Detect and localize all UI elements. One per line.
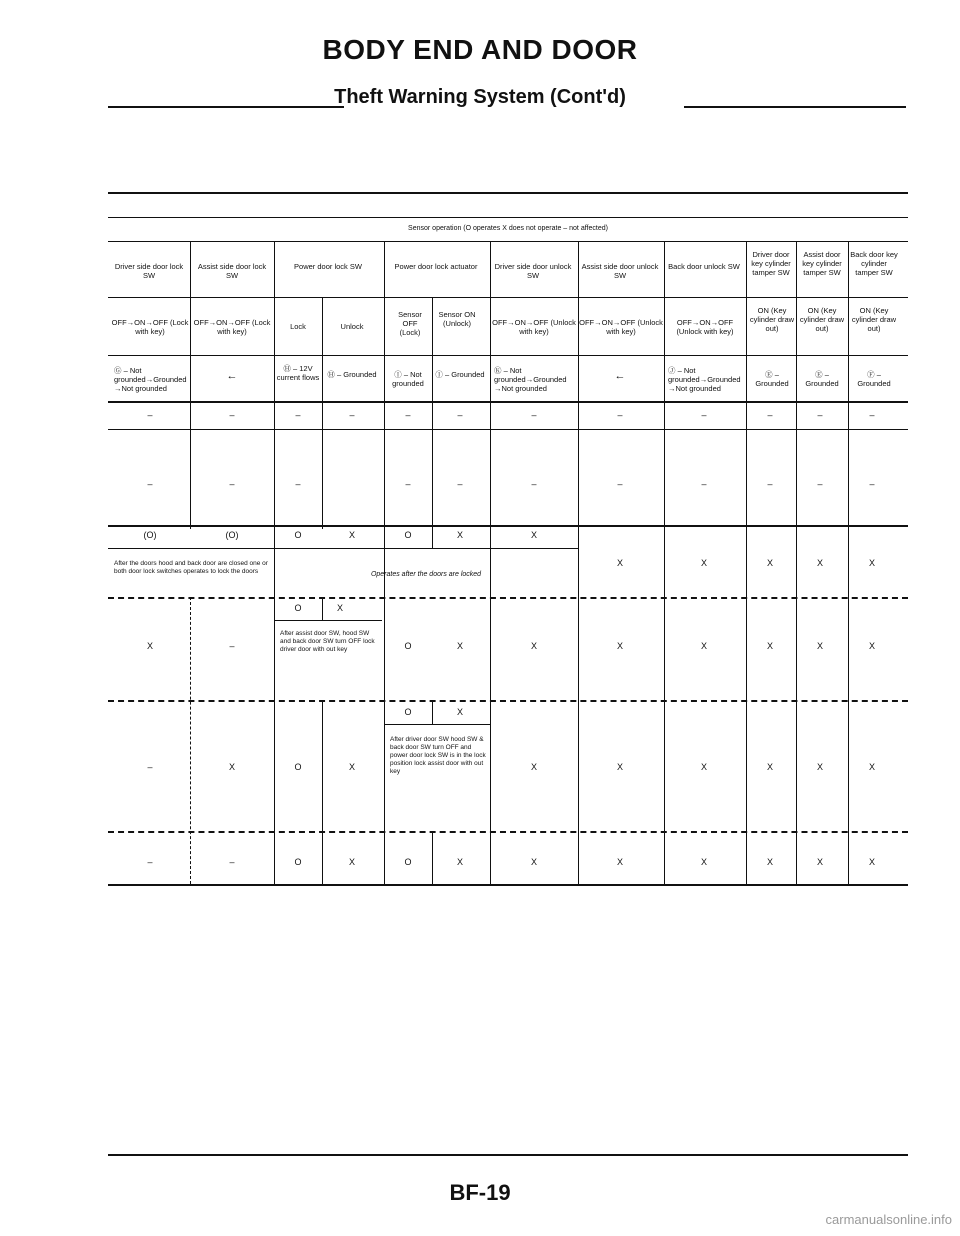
- table-cell: X: [146, 641, 153, 651]
- table-cell: (O): [143, 530, 157, 540]
- signal-cell: Ⓚ – Not grounded→Grounded →Not grounded: [494, 366, 567, 393]
- table-cell: X: [868, 762, 875, 772]
- header-cell: Back door unlock SW: [668, 262, 740, 271]
- table-cell: X: [766, 641, 773, 651]
- table-cell: –: [701, 479, 707, 489]
- table-cell: –: [349, 410, 355, 420]
- header-cell: Driver side door lock SW: [114, 262, 184, 280]
- column-divider: [432, 297, 433, 548]
- table-cell: –: [405, 410, 411, 420]
- column-divider: [746, 241, 747, 884]
- sensor-cell: OFF→ON→OFF (Unlock with key): [579, 318, 663, 336]
- table-cell: X: [868, 641, 875, 651]
- table-cell: X: [816, 857, 823, 867]
- table-cell: X: [766, 558, 773, 568]
- header-cell: Assist side door lock SW: [197, 262, 267, 280]
- header-cell: Power door lock actuator: [394, 262, 478, 271]
- table-cell: O: [294, 857, 302, 867]
- column-divider: [322, 297, 323, 529]
- column-divider: [664, 241, 665, 884]
- table-cell: X: [336, 603, 343, 613]
- table-rule: [108, 297, 908, 298]
- column-divider: [432, 831, 433, 884]
- row-note: After assist door SW, hood SW and back door SW turn OFF lock driver door with out key: [280, 630, 375, 653]
- table-cell: –: [531, 479, 537, 489]
- table-cell: O: [404, 707, 412, 717]
- table-cell: X: [456, 641, 463, 651]
- table-cell: –: [817, 479, 823, 489]
- table-cell: –: [147, 479, 153, 489]
- table-rule: [108, 525, 908, 527]
- table-cell: X: [816, 558, 823, 568]
- column-divider: [322, 597, 323, 620]
- table-cell: –: [767, 410, 773, 420]
- table-rule: [108, 548, 578, 549]
- sensor-cell: Sensor OFF (Lock): [398, 310, 422, 337]
- header-cell: Assist door key cylinder tamper SW: [802, 250, 842, 277]
- table-cell: X: [530, 857, 537, 867]
- table-cell: X: [700, 558, 707, 568]
- signal-cell: Ⓗ – Grounded: [327, 370, 377, 379]
- watermark: carmanualsonline.info: [825, 1212, 952, 1227]
- table-cell: X: [700, 762, 707, 772]
- table-cell: –: [457, 479, 463, 489]
- table-rule: [274, 620, 382, 621]
- table-cell: X: [616, 641, 623, 651]
- table-cell: O: [404, 857, 412, 867]
- header-cell: Driver side door unlock SW: [494, 262, 572, 280]
- table-cell: –: [869, 479, 875, 489]
- table-cell: O: [294, 530, 302, 540]
- table-cell: –: [229, 479, 235, 489]
- table-cell: –: [229, 857, 235, 867]
- table-cell: –: [405, 479, 411, 489]
- table-top-rule: [108, 192, 908, 194]
- table-cell: –: [147, 762, 153, 772]
- table-cell: X: [816, 641, 823, 651]
- table-cell: –: [767, 479, 773, 489]
- sensor-cell: Sensor ON (Unlock): [438, 310, 476, 328]
- table-cell: –: [869, 410, 875, 420]
- sensor-cell: OFF→ON→OFF (Lock with key): [111, 318, 189, 336]
- arrow-left-icon: ←: [226, 370, 238, 382]
- signal-cell: Ⓔ – Grounded: [755, 370, 789, 388]
- sensor-cell: OFF→ON→OFF (Unlock with key): [492, 318, 576, 336]
- table-cell: –: [701, 410, 707, 420]
- table-cell: O: [404, 641, 412, 651]
- table-bottom-rule: [108, 884, 908, 886]
- table-cell: –: [147, 857, 153, 867]
- table-cell: X: [456, 707, 463, 717]
- column-divider: [384, 241, 385, 884]
- table-cell: X: [700, 857, 707, 867]
- signal-cell: Ⓕ – Grounded: [857, 370, 891, 388]
- table-cell: O: [294, 603, 302, 613]
- table-cell: –: [147, 410, 153, 420]
- table-cell: X: [456, 857, 463, 867]
- table-cell: X: [868, 857, 875, 867]
- table-cell: O: [294, 762, 302, 772]
- table-cell: X: [456, 530, 463, 540]
- sensor-cell: OFF→ON→OFF (Unlock with key): [676, 318, 734, 336]
- subtitle-rule-right: [684, 106, 906, 108]
- signal-cell: Ⓙ – Not grounded→Grounded →Not grounded: [668, 366, 741, 393]
- table-rule: [108, 429, 908, 430]
- column-divider-dashed: [190, 597, 191, 884]
- header-cell: Assist side door unlock SW: [581, 262, 659, 280]
- table-cell: –: [295, 410, 301, 420]
- table-cell: (O): [225, 530, 239, 540]
- table-cell: X: [766, 857, 773, 867]
- table-cell: –: [295, 479, 301, 489]
- table-cell: X: [348, 857, 355, 867]
- table-rule: [108, 217, 908, 218]
- table-rule-dashed: [108, 831, 908, 833]
- column-divider: [274, 241, 275, 884]
- table-cell: –: [617, 479, 623, 489]
- page-title: BODY END AND DOOR: [322, 34, 638, 65]
- sensor-cell: Unlock: [340, 322, 364, 331]
- table-cell: X: [228, 762, 235, 772]
- table-cell: –: [531, 410, 537, 420]
- column-divider: [848, 241, 849, 884]
- sensor-cell: ON (Key cylinder draw out): [799, 306, 845, 333]
- signal-cell: Ⓘ – Not grounded: [392, 370, 424, 388]
- table-cell: X: [530, 641, 537, 651]
- column-divider: [490, 241, 491, 884]
- row-note: After the doors hood and back door are closed one or both door lock switches operates to lock the doors: [114, 560, 268, 575]
- table-cell: X: [348, 530, 355, 540]
- table-rule: [108, 241, 908, 242]
- sensor-cell: Lock: [290, 322, 306, 331]
- column-divider: [190, 241, 191, 529]
- table-cell: X: [816, 762, 823, 772]
- table-cell: X: [530, 530, 537, 540]
- table-cell: X: [700, 641, 707, 651]
- page-subtitle: Theft Warning System (Cont'd): [334, 86, 626, 108]
- table-cell: X: [616, 857, 623, 867]
- header-cell: Back door key cylinder tamper SW: [850, 250, 898, 277]
- header-cell: Driver door key cylinder tamper SW: [751, 250, 791, 277]
- table-cell: –: [229, 410, 235, 420]
- table-rule-dashed: [108, 700, 908, 702]
- row-note: After driver door SW hood SW & back door SW turn OFF and power door lock SW is in the lock position lock assist door with out key: [390, 736, 486, 775]
- row-note: Operates after the doors are locked: [370, 571, 482, 578]
- table-cell: –: [229, 641, 235, 651]
- signal-cell: Ⓗ – 12V current flows: [276, 364, 320, 382]
- column-divider: [322, 700, 323, 884]
- table-rule: [108, 401, 908, 403]
- column-divider: [796, 241, 797, 884]
- signal-cell: Ⓔ – Grounded: [805, 370, 839, 388]
- table-cell: X: [530, 762, 537, 772]
- table-cell: X: [616, 762, 623, 772]
- table-cell: –: [617, 410, 623, 420]
- sensor-cell: OFF→ON→OFF (Lock with key): [193, 318, 271, 336]
- table-rule-dashed: [108, 597, 908, 599]
- column-divider: [432, 700, 433, 724]
- table-cell: X: [348, 762, 355, 772]
- arrow-left-icon: ←: [614, 370, 626, 382]
- sensor-cell: ON (Key cylinder draw out): [749, 306, 795, 333]
- table-rule: [108, 355, 908, 356]
- table-rule: [384, 724, 490, 725]
- column-divider: [578, 241, 579, 884]
- table-caption: Sensor operation (O operates X does not operate – not affected): [408, 225, 608, 232]
- signal-cell: Ⓘ – Grounded: [435, 370, 485, 379]
- footer-rule: [108, 1154, 908, 1156]
- page-number: BF-19: [449, 1180, 511, 1205]
- table-cell: X: [766, 762, 773, 772]
- signal-cell: Ⓖ – Not grounded→Grounded →Not grounded: [114, 366, 187, 393]
- sensor-cell: ON (Key cylinder draw out): [851, 306, 897, 333]
- table-cell: –: [457, 410, 463, 420]
- table-cell: X: [868, 558, 875, 568]
- table-cell: –: [817, 410, 823, 420]
- header-cell: Power door lock SW: [294, 262, 362, 271]
- table-cell: O: [404, 530, 412, 540]
- table-cell: X: [616, 558, 623, 568]
